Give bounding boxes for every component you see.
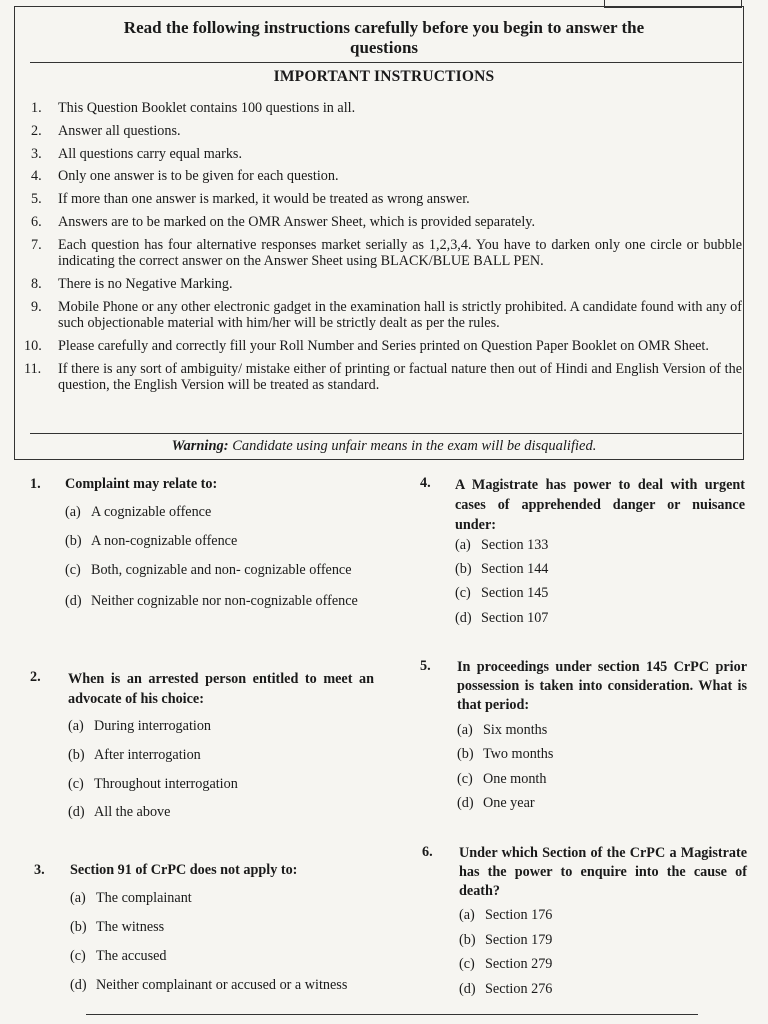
instruction-item [24,299,742,332]
option-text: Section 133 [481,537,549,553]
option-text: After interrogation [94,747,201,763]
warning-label: Warning: [171,438,229,454]
option-label: (d) [457,795,474,811]
instruction-item [24,123,742,140]
option-label: (b) [455,561,472,577]
answer-option[interactable] [457,722,547,739]
answer-option[interactable] [455,585,548,602]
instruction-text: There is no Negative Marking. [58,276,233,293]
question-number: 4. [420,475,431,491]
option-label: (c) [459,956,475,972]
instruction-number: 9. [31,298,42,315]
answer-option[interactable] [70,890,192,907]
answer-option[interactable] [70,977,347,994]
warning-note [0,438,768,455]
warning-divider [30,433,742,434]
answer-option[interactable] [65,504,211,521]
question-number: 1. [30,476,41,492]
option-text: Section 279 [485,956,553,972]
question-text: Complaint may relate to: [65,476,218,492]
answer-option[interactable] [65,591,375,611]
answer-option[interactable] [459,956,552,973]
answer-option[interactable] [459,981,552,998]
option-label: (a) [70,890,86,906]
page-heading-line1: Read the following instructions carefully before you begin to answer the [123,18,645,37]
option-label: (c) [70,948,86,964]
instruction-item [24,168,742,185]
question-number: 6. [422,844,433,860]
instruction-text: Only one answer is to be given for each question. [58,168,339,185]
option-text: All the above [94,804,171,820]
answer-option[interactable] [68,776,238,793]
option-text: The complainant [96,890,192,906]
instruction-number: 5. [31,191,42,208]
option-text: A non-cognizable offence [91,533,238,549]
instruction-text: This Question Booklet contains 100 questions in all. [58,100,356,116]
option-text: Section 144 [481,561,549,577]
option-label: (a) [65,504,81,520]
answer-option[interactable] [65,562,352,579]
option-text: Section 176 [485,907,553,923]
instruction-text: If there is any sort of ambiguity/ mistake either of printing or factual nature then out of Hindi and English Version of the question, the English Version will be treated as standard. [58,360,742,394]
instruction-number: 10. [24,338,42,355]
option-text: Neither cognizable nor non-cognizable offence [91,593,358,609]
option-label: (b) [70,919,87,935]
instructions-list [24,100,742,400]
answer-option[interactable] [65,533,237,550]
question-text: When is an arrested person entitled to meet an advocate of his choice: [68,671,374,707]
option-label: (c) [68,776,84,792]
option-label: (d) [65,593,82,609]
instruction-text: Answer all questions. [58,122,181,139]
option-label: (d) [68,804,85,820]
instruction-number: 4. [31,168,42,185]
option-label: (d) [70,977,87,993]
instruction-item [24,146,742,163]
option-label: (a) [68,718,84,734]
option-label: (b) [457,746,474,762]
option-label: (c) [65,562,81,578]
option-label: (d) [455,610,472,626]
answer-option[interactable] [68,718,211,735]
instruction-item [24,191,742,208]
heading-divider [30,62,742,63]
option-text: The witness [96,919,165,935]
option-text: Section 145 [481,585,549,601]
footer-divider [86,1014,698,1015]
option-text: Both, cognizable and non- cognizable offence [91,562,352,578]
answer-option[interactable] [455,537,548,554]
option-text: Neither complainant or accused or a witness [96,977,348,993]
question-text: Under which Section of the CrPC a Magistrate has the power to enquire into the cause of death? [459,845,747,899]
option-label: (b) [68,747,85,763]
option-text: Section 276 [485,981,553,997]
instruction-text: All questions carry equal marks. [58,145,242,162]
page-heading-line2: questions [349,38,419,57]
question-text: In proceedings under section 145 CrPC prior possession is taken into consideration. What is that period: [457,659,747,713]
instruction-text: If more than one answer is marked, it would be treated as wrong answer. [58,191,470,208]
answer-option[interactable] [457,771,546,788]
answer-option[interactable] [68,804,170,821]
option-text: Section 179 [485,932,553,948]
option-text: Section 107 [481,610,549,626]
option-text: One year [483,795,535,811]
question-text: A Magistrate has power to deal with urgent cases of apprehended danger or nuisance under: [455,477,745,533]
instruction-number: 1. [31,100,42,116]
question-number: 3. [34,862,45,878]
option-label: (a) [459,907,475,923]
instruction-text: Answers are to be marked on the OMR Answer Sheet, which is provided separately. [58,213,535,230]
option-text: The accused [96,948,167,964]
option-text: Six months [483,722,548,738]
answer-option[interactable] [457,795,535,812]
option-text: One month [483,771,547,787]
option-label: (c) [455,585,471,601]
instruction-item [24,100,742,117]
instruction-number: 11. [24,360,42,377]
answer-option[interactable] [455,561,548,578]
option-label: (a) [455,537,471,553]
answer-option[interactable] [68,747,201,764]
question-number: 5. [420,658,431,674]
option-label: (b) [65,533,82,549]
option-label: (b) [459,932,476,948]
instruction-text: Each question has four alternative responses market serially as 1,2,3,4. You have to darken only one circle or bubble indicating the correct answer on the Answer Sheet using BLACK/BLUE BALL PEN. [58,236,742,270]
instruction-item [24,237,742,270]
instruction-number: 2. [31,122,42,139]
option-text: A cognizable offence [91,504,212,520]
answer-option[interactable] [70,948,167,965]
warning-text: Candidate using unfair means in the exam will be disqualified. [232,438,597,454]
instruction-number: 7. [31,236,42,253]
instruction-number: 6. [31,213,42,230]
instruction-item [24,361,742,394]
instruction-item [24,214,742,231]
important-instructions-title: IMPORTANT INSTRUCTIONS [273,68,495,85]
instruction-number: 8. [31,276,42,293]
instruction-number: 3. [31,145,42,162]
answer-option[interactable] [455,610,548,627]
answer-option[interactable] [457,746,553,763]
option-text: During interrogation [94,718,212,734]
option-label: (d) [459,981,476,997]
option-text: Throughout interrogation [94,776,238,792]
instruction-text: Please carefully and correctly fill your Roll Number and Series printed on Question Paper Booklet on OMR Sheet. [58,338,709,355]
instruction-item [24,276,742,293]
answer-option[interactable] [459,907,552,924]
option-label: (c) [457,771,473,787]
instruction-text: Mobile Phone or any other electronic gadget in the examination hall is strictly prohibited. A candidate found with any of such objectionable material with him/her will be strictly dealt as per the rules. [58,298,742,332]
option-label: (a) [457,722,473,738]
answer-option[interactable] [459,932,552,949]
question-text: Section 91 of CrPC does not apply to: [70,862,298,878]
question-number: 2. [30,669,41,685]
instruction-item [24,338,742,355]
answer-option[interactable] [70,919,164,936]
option-text: Two months [483,746,554,762]
